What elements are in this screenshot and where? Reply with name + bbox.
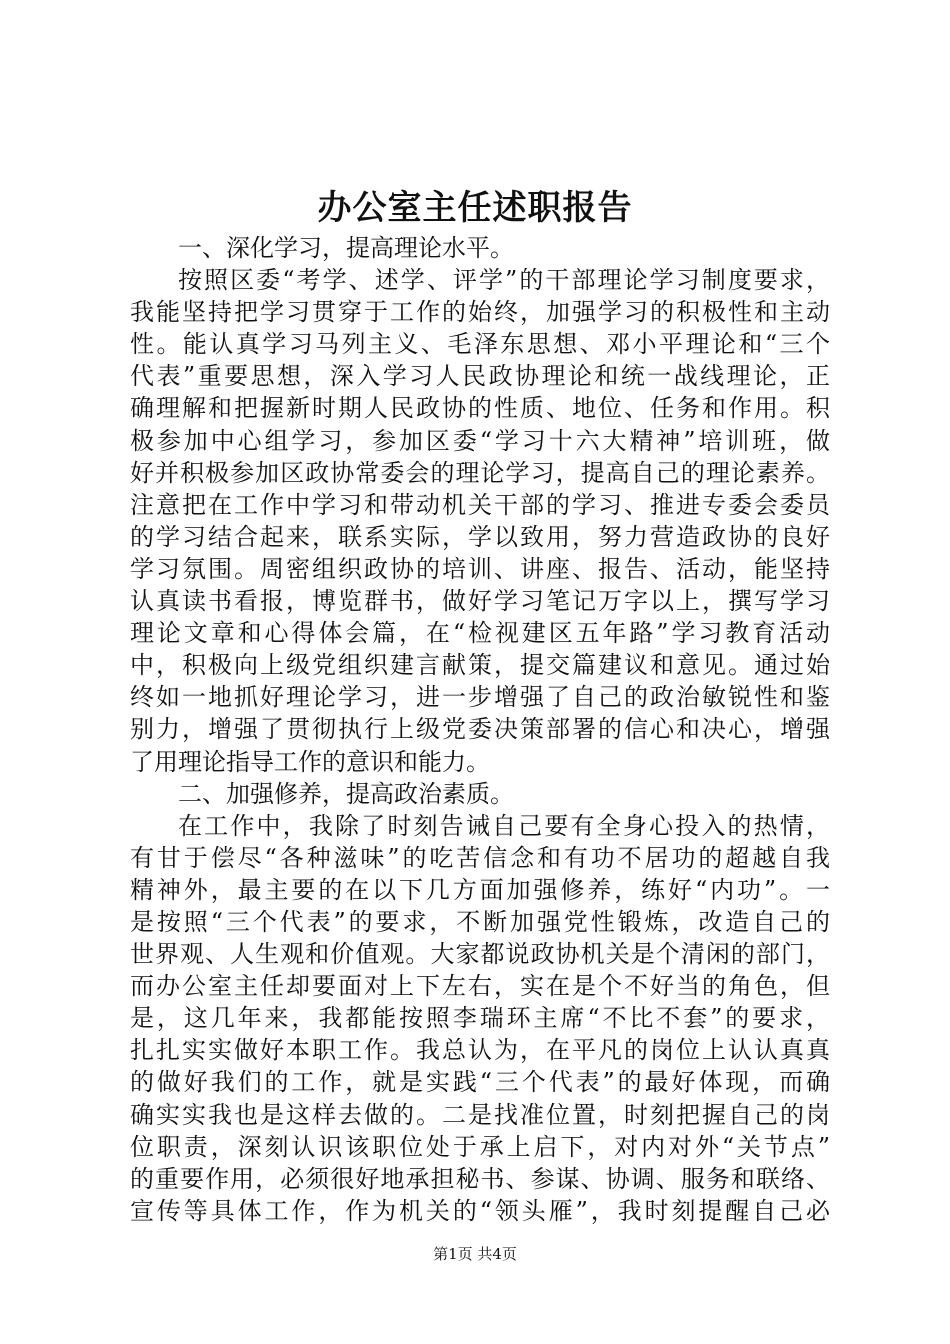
paragraph-line: 好并积极参加区政协常委会的理论学习，提高自己的理论素养。 [130, 458, 830, 487]
paragraph-line: 宣传等具体工作，作为机关的“领头雁”，我时刻提醒自己必 [130, 1196, 830, 1225]
paragraph-line: 了用理论指导工作的意识和能力。 [130, 747, 490, 776]
paragraph-line: 注意把在工作中学习和带动机关干部的学习、推进专委会委员 [130, 490, 830, 519]
paragraph-line: 终如一地抓好理论学习，进一步增强了自己的政治敏锐性和鉴 [130, 683, 830, 712]
paragraph-line: 极参加中心组学习，参加区委“学习十六大精神”培训班，做 [130, 426, 830, 455]
paragraph-line: 按照区委“考学、述学、评学”的干部理论学习制度要求， [178, 266, 830, 295]
paragraph-line: 认真读书看报，博览群书，做好学习笔记万字以上，撰写学习 [130, 587, 830, 616]
paragraph-line: 的做好我们的工作，就是实践“三个代表”的最好体现，而确 [130, 1068, 830, 1097]
paragraph-line: 确实实我也是这样去做的。二是找准位置，时刻把握自己的岗 [130, 1100, 830, 1129]
paragraph-line: 有甘于偿尽“各种滋味”的吃苦信念和有功不居功的超越自我 [130, 843, 830, 872]
paragraph-line: 世界观、人生观和价值观。大家都说政协机关是个清闲的部门， [130, 940, 830, 969]
paragraph-line: 理论文章和心得体会篇，在“检视建区五年路”学习教育活动 [130, 619, 830, 648]
paragraph-line: 位职责，深刻认识该职位处于承上启下，对内对外“关节点” [130, 1132, 830, 1161]
paragraph-line: 学习氛围。周密组织政协的培训、讲座、报告、活动，能坚持 [130, 554, 830, 583]
paragraph-line: 的重要作用，必须很好地承担秘书、参谋、协调、服务和联络、 [130, 1164, 830, 1193]
page-number-footer: 第1页 共4页 [433, 1245, 517, 1263]
paragraph-line: 的学习结合起来，联系实际，学以致用，努力营造政协的良好 [130, 522, 830, 551]
paragraph-line: 扎扎实实做好本职工作。我总认为，在平凡的岗位上认认真真 [130, 1036, 830, 1065]
paragraph-line: 性。能认真学习马列主义、毛泽东思想、邓小平理论和“三个 [130, 330, 830, 359]
paragraph-line: 在工作中，我除了时刻告诫自己要有全身心投入的热情， [178, 811, 830, 840]
section-heading-1: 一、深化学习，提高理论水平。 [178, 234, 514, 262]
document-title: 办公室主任述职报告 [317, 188, 633, 228]
paragraph-line: 中，积极向上级党组织建言献策，提交篇建议和意见。通过始 [130, 651, 830, 680]
paragraph-line: 我能坚持把学习贯穿于工作的始终，加强学习的积极性和主动 [130, 298, 830, 327]
paragraph-line: 而办公室主任却要面对上下左右，实在是个不好当的角色，但 [130, 972, 830, 1001]
paragraph-line: 确理解和把握新时期人民政协的性质、地位、任务和作用。积 [130, 394, 830, 423]
paragraph-line: 精神外，最主要的在以下几方面加强修养，练好“内功”。一 [130, 875, 830, 904]
paragraph-line: 是，这几年来，我都能按照李瑞环主席“不比不套”的要求， [130, 1004, 830, 1033]
section-heading-2: 二、加强修养，提高政治素质。 [178, 779, 514, 808]
document-body [130, 232, 830, 1227]
paragraph-line: 代表”重要思想，深入学习人民政协理论和统一战线理论，正 [130, 362, 830, 391]
paragraph-line: 是按照“三个代表”的要求，不断加强党性锻炼，改造自己的 [130, 907, 830, 936]
paragraph-line: 别力，增强了贯彻执行上级党委决策部署的信心和决心，增强 [130, 715, 830, 744]
